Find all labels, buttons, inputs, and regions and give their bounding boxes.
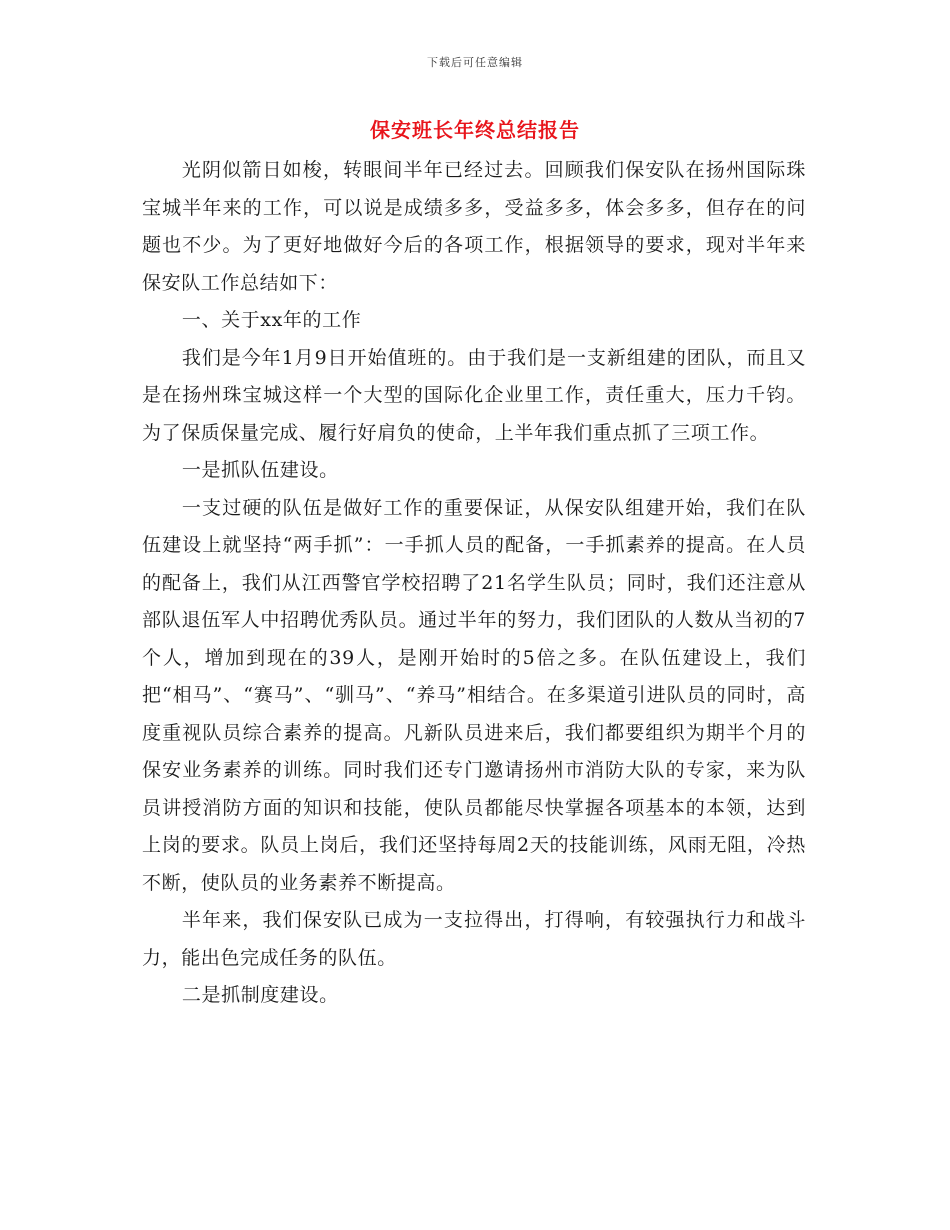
paragraph-team-building: 一支过硬的队伍是做好工作的重要保证，从保安队组建开始，我们在队伍建设上就坚持“两手抓”：一手抓人员的配备，一手抓素养的提高。在人员的配备上，我们从江西警官学校招聘了21名学生队员；同时，我们还注意从部队退伍军人中招聘优秀队员。通过半年的努力，我们团队的人数从当初的7个人，增加到现在的39人，是刚开始时的5倍之多。在队伍建设上，我们把“相马”、“赛马”、“驯马”、“养马”相结合。在多渠道引进队员的同时，高度重视队员综合素养的提高。凡新队员进来后，我们都要组织为期半个月的保安业务素养的训练。同时我们还专门邀请扬州市消防大队的专家，来为队员讲授消防方面的知识和技能，使队员都能尽快掌握各项基本的本领，达到上岗的要求。队员上岗后，我们还坚持每周2天的技能训练，风雨无阻，冷热不断，使队员的业务素养不断提高。 [142,496,806,894]
header-note: 下载后可任意编辑 [427,56,523,69]
paragraph-half-year-result: 半年来，我们保安队已成为一支拉得出，打得响，有较强执行力和战斗力，能出色完成任务的队伍。 [142,909,806,969]
document-body [142,152,806,1015]
subheading-system-building: 二是抓制度建设。 [181,984,339,1006]
paragraph-start-duty: 我们是今年1月9日开始值班的。由于我们是一支新组建的团队，而且又是在扬州珠宝城这样一个大型的国际化企业里工作，责任重大，压力千钧。为了保质保量完成、履行好肩负的使命，上半年我们重点抓了三项工作。 [142,346,806,444]
document-title: 保安班长年终总结报告 [370,118,580,142]
subheading-team-building: 一是抓队伍建设。 [181,459,339,481]
paragraph-intro: 光阴似箭日如梭，转眼间半年已经过去。回顾我们保安队在扬州国际珠宝城半年来的工作，可以说是成绩多多，受益多多，体会多多，但存在的问题也不少。为了更好地做好今后的各项工作，根据领导的要求，现对半年来保安队工作总结如下： [142,159,806,294]
section-heading-work: 一、关于xx年的工作 [181,309,362,331]
